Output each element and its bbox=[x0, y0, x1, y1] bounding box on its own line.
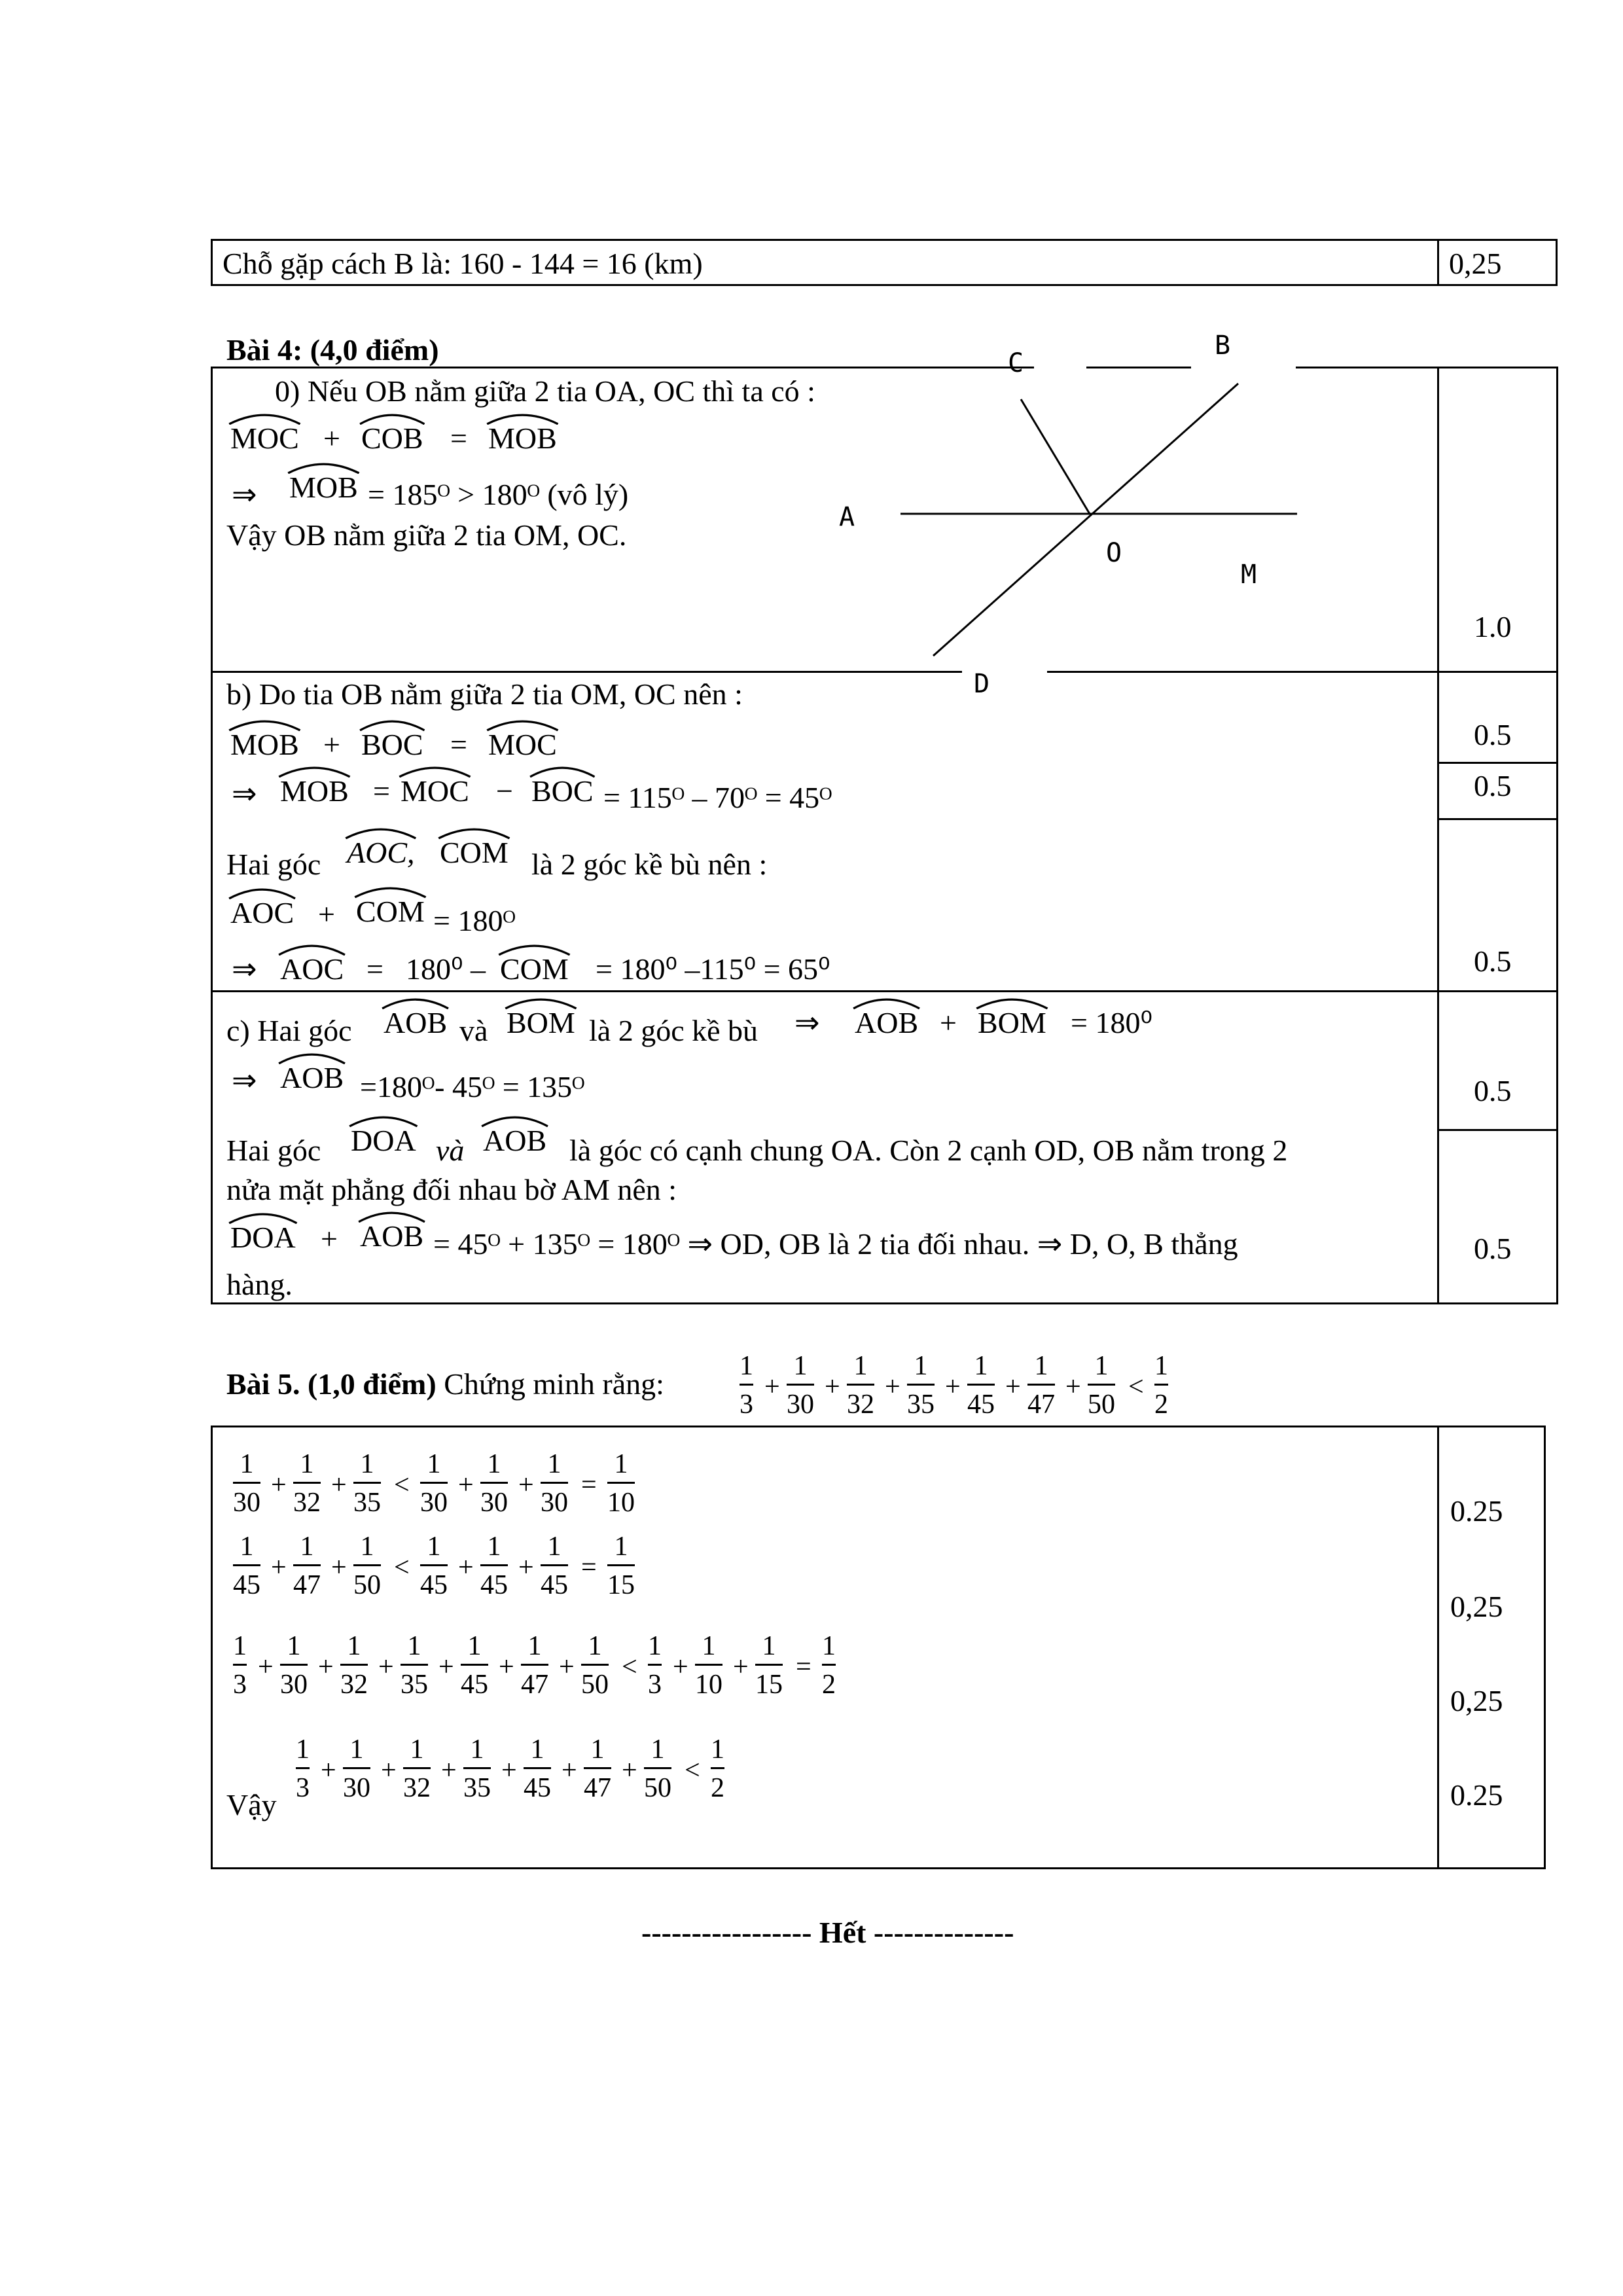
row3-frac-2-den: 32 bbox=[340, 1670, 368, 1700]
heading-frac-3-bar bbox=[907, 1384, 935, 1386]
bai5-score-3: 0,25 bbox=[1450, 1684, 1503, 1717]
c-r5-aob: AOB bbox=[360, 1221, 423, 1251]
row3-frac-6-bar bbox=[581, 1664, 609, 1666]
row4-frac-2-num: 1 bbox=[410, 1734, 424, 1765]
row3-frac-3-den: 35 bbox=[401, 1670, 428, 1700]
row4-frac-1-bar bbox=[343, 1767, 370, 1769]
heading-frac-2-num: 1 bbox=[853, 1351, 868, 1381]
row1-frac-5 bbox=[541, 1450, 568, 1516]
heading-frac-5-den: 47 bbox=[1027, 1390, 1055, 1420]
row1-frac-4-num: 1 bbox=[487, 1449, 501, 1479]
c-r6: hàng. bbox=[226, 1268, 293, 1301]
heading-frac-0-num: 1 bbox=[740, 1351, 753, 1381]
row3-frac-7-bar bbox=[648, 1664, 662, 1666]
row2-plus-5: + bbox=[518, 1552, 534, 1583]
c-r1-aob2: AOB bbox=[855, 1008, 918, 1038]
c-r1-pre: c) Hai góc bbox=[226, 1014, 352, 1047]
row2-frac-1 bbox=[293, 1533, 321, 1599]
segment-oc bbox=[1021, 399, 1090, 514]
row2-frac-5 bbox=[541, 1533, 568, 1599]
heading-frac-5-num: 1 bbox=[1034, 1351, 1048, 1381]
row3-frac-7-den: 3 bbox=[648, 1670, 662, 1700]
heading-frac-0-bar bbox=[740, 1384, 753, 1386]
b-score-3: 0.5 bbox=[1474, 944, 1512, 978]
a-conclusion: Vậy OB nằm giữa 2 tia OM, OC. bbox=[226, 518, 627, 552]
c-r3-post: là góc có cạnh chung OA. Còn 2 cạnh OD, OB nằm trong 2 bbox=[569, 1134, 1288, 1167]
row4-frac-0 bbox=[296, 1736, 310, 1802]
row3-frac-6-num: 1 bbox=[588, 1631, 602, 1661]
b-score-2: 0.5 bbox=[1474, 769, 1512, 802]
heading-frac-5-bar bbox=[1027, 1384, 1055, 1386]
b-r2-moc: MOC bbox=[401, 776, 469, 806]
row3-frac-0-num: 1 bbox=[233, 1631, 247, 1661]
c-r1-implies: ⇒ bbox=[794, 1006, 820, 1039]
b-r5-aoc: AOC bbox=[280, 954, 344, 984]
c-r3-pre: Hai góc bbox=[226, 1134, 321, 1167]
row4-frac-0-bar bbox=[296, 1767, 310, 1769]
row2-frac-0-num: 1 bbox=[240, 1532, 254, 1562]
heading-frac-4-num: 1 bbox=[974, 1351, 988, 1381]
row3-frac-9 bbox=[755, 1632, 783, 1698]
row4-frac-5-bar bbox=[584, 1767, 611, 1769]
row1-frac-2-num: 1 bbox=[360, 1449, 374, 1479]
row1-frac-4-den: 30 bbox=[480, 1488, 508, 1518]
b-r1-plus: + bbox=[323, 728, 340, 761]
row1-frac-3-num: 1 bbox=[427, 1449, 441, 1479]
bai4-score-sep-3 bbox=[1437, 1129, 1558, 1131]
row4-frac-6 bbox=[644, 1736, 671, 1802]
heading-frac-6-den: 50 bbox=[1088, 1390, 1115, 1420]
heading-frac-6-bar bbox=[1088, 1384, 1115, 1386]
row3-plus-1: + bbox=[258, 1652, 274, 1682]
row1-plus-4: + bbox=[458, 1470, 474, 1500]
heading-frac-7-bar bbox=[1154, 1384, 1168, 1386]
a-angle-moc: MOC bbox=[230, 423, 299, 454]
row4-frac-4 bbox=[524, 1736, 551, 1802]
heading-frac-4 bbox=[967, 1352, 995, 1418]
row2-frac-1-num: 1 bbox=[300, 1532, 314, 1562]
row1-frac-5-num: 1 bbox=[547, 1449, 562, 1479]
a-inequality: = 185ᴼ > 180ᴼ (vô lý) bbox=[368, 478, 629, 511]
c-r5-doa: DOA bbox=[230, 1223, 296, 1253]
top-row-divider bbox=[1437, 239, 1439, 286]
row3-frac-3-bar bbox=[401, 1664, 428, 1666]
c-r1-va: và bbox=[459, 1014, 488, 1047]
row1-frac-0-num: 1 bbox=[240, 1449, 254, 1479]
b-r5-eq1: = bbox=[366, 952, 383, 986]
heading-frac-3 bbox=[907, 1352, 935, 1418]
c-r1-post: là 2 góc kề bù bbox=[589, 1014, 758, 1047]
row3-frac-7-num: 1 bbox=[648, 1631, 662, 1661]
heading-frac-2 bbox=[847, 1352, 874, 1418]
row1-frac-4-bar bbox=[480, 1482, 508, 1484]
b-r3-pre: Hai góc bbox=[226, 848, 321, 881]
row3-frac-4-den: 45 bbox=[461, 1670, 488, 1700]
row3-op-1: = bbox=[796, 1652, 812, 1682]
row1-plus-5: + bbox=[518, 1470, 534, 1500]
row2-frac-3-num: 1 bbox=[427, 1532, 441, 1562]
heading-frac-7-den: 2 bbox=[1154, 1390, 1168, 1420]
bai4-left-border bbox=[211, 367, 213, 1304]
row4-frac-3-bar bbox=[463, 1767, 491, 1769]
c-score-2: 0.5 bbox=[1474, 1232, 1512, 1265]
c-r5-rest: = 45ᴼ + 135ᴼ = 180ᴼ ⇒ OD, OB là 2 tia đối nhau. ⇒ D, O, B thẳng bbox=[433, 1227, 1238, 1261]
heading-op-0: < bbox=[1128, 1372, 1144, 1402]
a-implies: ⇒ bbox=[232, 478, 257, 511]
label-a: A bbox=[839, 502, 855, 532]
row3-frac-10-bar bbox=[822, 1664, 836, 1666]
bai5-heading-bold: Bài 5. (1,0 điểm) bbox=[226, 1367, 437, 1401]
bai5-score-4: 0.25 bbox=[1450, 1778, 1503, 1812]
row4-frac-4-bar bbox=[524, 1767, 551, 1769]
row4-plus-6: + bbox=[622, 1755, 637, 1785]
row2-plus-2: + bbox=[331, 1552, 347, 1583]
row4-frac-2-den: 32 bbox=[403, 1773, 431, 1803]
footer-end: ----------------- Hết -------------- bbox=[641, 1916, 1014, 1949]
row4-frac-6-den: 50 bbox=[644, 1773, 671, 1803]
b-r2-mob: MOB bbox=[280, 776, 349, 806]
row3-frac-0-den: 3 bbox=[233, 1670, 247, 1700]
geometry-figure bbox=[825, 321, 1322, 713]
bai4-bottom-border bbox=[211, 1302, 1558, 1304]
b-r1-boc: BOC bbox=[361, 730, 423, 760]
c-r1-plus: + bbox=[940, 1006, 957, 1039]
row1-op-0: < bbox=[394, 1470, 410, 1500]
row1-frac-0-den: 30 bbox=[233, 1488, 260, 1518]
row1-frac-6-num: 1 bbox=[614, 1449, 628, 1479]
row2-frac-4-bar bbox=[480, 1564, 508, 1566]
heading-frac-1 bbox=[787, 1352, 814, 1418]
row3-frac-10-den: 2 bbox=[822, 1670, 836, 1700]
bai4-top-border-right bbox=[1296, 367, 1558, 368]
row1-frac-4 bbox=[480, 1450, 508, 1516]
bai4-score-divider bbox=[1437, 367, 1439, 1304]
row3-frac-6-den: 50 bbox=[581, 1670, 609, 1700]
row4-frac-7-bar bbox=[711, 1767, 724, 1769]
row2-frac-0 bbox=[233, 1533, 260, 1599]
row4-plus-4: + bbox=[501, 1755, 517, 1785]
bai4-right-border bbox=[1556, 367, 1558, 1304]
bai4-heading: Bài 4: (4,0 điểm) bbox=[226, 333, 439, 367]
row1-op-1: = bbox=[581, 1470, 597, 1500]
b-r2-implies: ⇒ bbox=[232, 777, 257, 810]
heading-frac-6-num: 1 bbox=[1094, 1351, 1109, 1381]
row2-frac-5-num: 1 bbox=[547, 1532, 562, 1562]
row2-frac-0-den: 45 bbox=[233, 1570, 260, 1600]
row4-frac-1-den: 30 bbox=[343, 1773, 370, 1803]
heading-frac-1-num: 1 bbox=[793, 1351, 808, 1381]
bai4-row-c-top bbox=[211, 990, 1558, 992]
b-r3-com: COM bbox=[440, 838, 508, 868]
c-r5-plus: + bbox=[321, 1222, 338, 1255]
label-m: M bbox=[1241, 560, 1257, 590]
row4-frac-5-num: 1 bbox=[590, 1734, 605, 1765]
row3-frac-9-den: 15 bbox=[755, 1670, 783, 1700]
b-r4-aoc: AOC bbox=[230, 898, 294, 928]
c-r3-va: và bbox=[436, 1134, 465, 1167]
row3-plus-3: + bbox=[378, 1652, 394, 1682]
row4-plus-3: + bbox=[441, 1755, 457, 1785]
c-r1-rest: = 180⁰ bbox=[1071, 1006, 1152, 1039]
bai5-heading-rest: Chứng minh rằng: bbox=[444, 1367, 664, 1401]
row4-frac-1-num: 1 bbox=[349, 1734, 364, 1765]
top-row-score: 0,25 bbox=[1449, 247, 1502, 280]
row3-frac-0 bbox=[233, 1632, 247, 1698]
row2-frac-2-bar bbox=[353, 1564, 381, 1566]
b-r1-eq: = bbox=[450, 728, 467, 761]
row4-frac-3-den: 35 bbox=[463, 1773, 491, 1803]
bai5-score-1: 0.25 bbox=[1450, 1494, 1503, 1528]
b-r2-boc: BOC bbox=[531, 776, 594, 806]
heading-plus-3: + bbox=[885, 1372, 901, 1402]
heading-frac-5 bbox=[1027, 1352, 1055, 1418]
row2-frac-3-bar bbox=[420, 1564, 448, 1566]
row4-frac-2 bbox=[403, 1736, 431, 1802]
row3-frac-9-bar bbox=[755, 1664, 783, 1666]
row1-frac-6-den: 10 bbox=[607, 1488, 635, 1518]
row3-frac-10-num: 1 bbox=[822, 1631, 836, 1661]
row2-frac-6-bar bbox=[607, 1564, 635, 1566]
row4-frac-0-den: 3 bbox=[296, 1773, 310, 1803]
label-c: C bbox=[1008, 348, 1024, 378]
row2-frac-2-den: 50 bbox=[353, 1570, 381, 1600]
b-r5-com: COM bbox=[500, 954, 569, 984]
row3-op-0: < bbox=[622, 1652, 637, 1682]
label-d: D bbox=[974, 669, 990, 699]
line-db bbox=[933, 384, 1238, 656]
heading-frac-4-den: 45 bbox=[967, 1390, 995, 1420]
row3-frac-1 bbox=[280, 1632, 308, 1698]
row2-frac-3 bbox=[420, 1533, 448, 1599]
c-score-1: 0.5 bbox=[1474, 1074, 1512, 1107]
c-r2-implies: ⇒ bbox=[232, 1064, 257, 1097]
row4-plus-2: + bbox=[381, 1755, 397, 1785]
b-r5-val1: 180⁰ – bbox=[406, 952, 486, 986]
heading-plus-6: + bbox=[1065, 1372, 1081, 1402]
heading-frac-2-bar bbox=[847, 1384, 874, 1386]
row4-frac-2-bar bbox=[403, 1767, 431, 1769]
label-b: B bbox=[1215, 331, 1231, 361]
row2-frac-6 bbox=[607, 1533, 635, 1599]
row3-plus-9: + bbox=[733, 1652, 749, 1682]
top-row-text: Chỗ gặp cách B là: 160 - 144 = 16 (km) bbox=[223, 247, 703, 280]
row4-frac-4-den: 45 bbox=[524, 1773, 551, 1803]
row1-frac-1-den: 32 bbox=[293, 1488, 321, 1518]
bai5-heading bbox=[226, 1369, 664, 1399]
b-r2-minus: − bbox=[496, 774, 513, 808]
heading-frac-6 bbox=[1088, 1352, 1115, 1418]
b-r4-rest: = 180ᴼ bbox=[433, 904, 516, 937]
row3-frac-5-num: 1 bbox=[527, 1631, 542, 1661]
row2-frac-1-den: 47 bbox=[293, 1570, 321, 1600]
label-o: O bbox=[1106, 538, 1122, 568]
b-r3-post: là 2 góc kề bù nên : bbox=[531, 848, 768, 881]
a-angle-mob: MOB bbox=[488, 423, 557, 454]
row3-frac-10 bbox=[822, 1632, 836, 1698]
row4-frac-6-bar bbox=[644, 1767, 671, 1769]
b-line1: b) Do tia OB nằm giữa 2 tia OM, OC nên : bbox=[226, 677, 743, 711]
heading-frac-1-den: 30 bbox=[787, 1390, 814, 1420]
row3-frac-4-bar bbox=[461, 1664, 488, 1666]
bai5-vay: Vậy bbox=[226, 1788, 277, 1821]
c-r2-rest: =180ᴼ- 45ᴼ = 135ᴼ bbox=[360, 1070, 585, 1103]
row2-frac-2-num: 1 bbox=[360, 1532, 374, 1562]
row2-frac-5-bar bbox=[541, 1564, 568, 1566]
row1-frac-1-num: 1 bbox=[300, 1449, 314, 1479]
row4-frac-7-num: 1 bbox=[711, 1734, 724, 1765]
row3-frac-2-num: 1 bbox=[347, 1631, 361, 1661]
row4-plus-1: + bbox=[321, 1755, 336, 1785]
row3-frac-9-num: 1 bbox=[762, 1631, 776, 1661]
row2-frac-4-num: 1 bbox=[487, 1532, 501, 1562]
c-r2-aob: AOB bbox=[280, 1063, 344, 1093]
row1-frac-1 bbox=[293, 1450, 321, 1516]
row4-frac-0-num: 1 bbox=[296, 1734, 310, 1765]
a-eq: = bbox=[450, 422, 467, 455]
row1-frac-2 bbox=[353, 1450, 381, 1516]
b-r4-plus: + bbox=[318, 897, 335, 931]
row2-op-1: = bbox=[581, 1552, 597, 1583]
row2-frac-2 bbox=[353, 1533, 381, 1599]
a-line1: 0) Nếu OB nằm giữa 2 tia OA, OC thì ta có : bbox=[275, 374, 815, 408]
heading-plus-4: + bbox=[945, 1372, 961, 1402]
c-r4: nửa mặt phẳng đối nhau bờ AM nên : bbox=[226, 1173, 677, 1206]
row2-frac-1-bar bbox=[293, 1564, 321, 1566]
heading-plus-5: + bbox=[1005, 1372, 1021, 1402]
row3-frac-8-den: 10 bbox=[695, 1670, 722, 1700]
row1-frac-3-den: 30 bbox=[420, 1488, 448, 1518]
row3-plus-8: + bbox=[673, 1652, 688, 1682]
row2-op-0: < bbox=[394, 1552, 410, 1583]
row1-plus-2: + bbox=[331, 1470, 347, 1500]
row3-frac-8-bar bbox=[695, 1664, 722, 1666]
row3-frac-1-den: 30 bbox=[280, 1670, 308, 1700]
b-score-1: 0.5 bbox=[1474, 718, 1512, 751]
row2-frac-6-num: 1 bbox=[614, 1532, 628, 1562]
a-score: 1.0 bbox=[1474, 610, 1512, 643]
row3-plus-4: + bbox=[438, 1652, 454, 1682]
row3-plus-6: + bbox=[559, 1652, 575, 1682]
heading-frac-3-den: 35 bbox=[907, 1390, 935, 1420]
a-plus: + bbox=[323, 422, 340, 455]
heading-plus-2: + bbox=[825, 1372, 840, 1402]
heading-frac-4-bar bbox=[967, 1384, 995, 1386]
row1-frac-3-bar bbox=[420, 1482, 448, 1484]
b-r1-mob: MOB bbox=[230, 730, 299, 760]
row3-frac-5-den: 47 bbox=[521, 1670, 548, 1700]
row2-frac-3-den: 45 bbox=[420, 1570, 448, 1600]
heading-frac-0-den: 3 bbox=[740, 1390, 753, 1420]
b-r4-com: COM bbox=[356, 897, 425, 927]
b-r5-rest: = 180⁰ –115⁰ = 65⁰ bbox=[596, 952, 830, 986]
row3-frac-7 bbox=[648, 1632, 662, 1698]
bai5-score-divider bbox=[1437, 1426, 1439, 1869]
heading-frac-7 bbox=[1154, 1352, 1168, 1418]
row1-frac-3 bbox=[420, 1450, 448, 1516]
row2-frac-0-bar bbox=[233, 1564, 260, 1566]
b-r2-eq: = bbox=[373, 774, 390, 808]
bai4-score-sep-1 bbox=[1437, 762, 1558, 764]
row1-frac-5-den: 30 bbox=[541, 1488, 568, 1518]
row1-frac-2-bar bbox=[353, 1482, 381, 1484]
row3-frac-3-num: 1 bbox=[407, 1631, 421, 1661]
row2-plus-1: + bbox=[271, 1552, 287, 1583]
row3-plus-2: + bbox=[318, 1652, 334, 1682]
b-r5-implies: ⇒ bbox=[232, 952, 257, 986]
row1-frac-0 bbox=[233, 1450, 260, 1516]
row2-frac-5-den: 45 bbox=[541, 1570, 568, 1600]
row3-frac-2-bar bbox=[340, 1664, 368, 1666]
row1-frac-1-bar bbox=[293, 1482, 321, 1484]
b-r1-moc: MOC bbox=[488, 730, 557, 760]
row4-frac-7-den: 2 bbox=[711, 1773, 724, 1803]
row4-frac-5 bbox=[584, 1736, 611, 1802]
row3-frac-5-bar bbox=[521, 1664, 548, 1666]
row2-plus-4: + bbox=[458, 1552, 474, 1583]
row3-frac-8-num: 1 bbox=[702, 1631, 716, 1661]
heading-frac-1-bar bbox=[787, 1384, 814, 1386]
row3-frac-1-num: 1 bbox=[287, 1631, 301, 1661]
bai4-score-sep-2 bbox=[1437, 818, 1558, 820]
b-r2-rest: = 115ᴼ – 70ᴼ = 45ᴼ bbox=[603, 781, 832, 814]
row4-frac-1 bbox=[343, 1736, 370, 1802]
row1-frac-2-den: 35 bbox=[353, 1488, 381, 1518]
row2-frac-4 bbox=[480, 1533, 508, 1599]
row3-frac-1-bar bbox=[280, 1664, 308, 1666]
row3-frac-4 bbox=[461, 1632, 488, 1698]
row4-frac-4-num: 1 bbox=[530, 1734, 544, 1765]
row2-frac-4-den: 45 bbox=[480, 1570, 508, 1600]
heading-frac-0 bbox=[740, 1352, 753, 1418]
c-r1-aob: AOB bbox=[383, 1008, 447, 1038]
row3-plus-5: + bbox=[499, 1652, 514, 1682]
b-r3-aoc: AOC, bbox=[347, 838, 415, 868]
a-angle-cob: COB bbox=[361, 423, 423, 454]
heading-frac-3-num: 1 bbox=[914, 1351, 928, 1381]
row3-frac-5 bbox=[521, 1632, 548, 1698]
c-r3-doa: DOA bbox=[351, 1126, 416, 1156]
row4-op-0: < bbox=[685, 1755, 700, 1785]
a-angle-mob-2: MOB bbox=[289, 473, 358, 503]
row4-frac-6-num: 1 bbox=[651, 1734, 665, 1765]
row4-frac-3-num: 1 bbox=[470, 1734, 484, 1765]
row4-frac-7 bbox=[711, 1736, 724, 1802]
row4-plus-5: + bbox=[562, 1755, 577, 1785]
heading-frac-2-den: 32 bbox=[847, 1390, 874, 1420]
row1-frac-6-bar bbox=[607, 1482, 635, 1484]
c-r3-aob: AOB bbox=[483, 1126, 546, 1156]
bai5-score-2: 0,25 bbox=[1450, 1590, 1503, 1623]
row1-frac-6 bbox=[607, 1450, 635, 1516]
heading-frac-7-num: 1 bbox=[1154, 1351, 1168, 1381]
c-r1-bom2: BOM bbox=[978, 1008, 1046, 1038]
row3-frac-6 bbox=[581, 1632, 609, 1698]
row1-frac-5-bar bbox=[541, 1482, 568, 1484]
row1-frac-0-bar bbox=[233, 1482, 260, 1484]
row4-frac-3 bbox=[463, 1736, 491, 1802]
row3-frac-8 bbox=[695, 1632, 722, 1698]
row3-frac-3 bbox=[401, 1632, 428, 1698]
row2-frac-6-den: 15 bbox=[607, 1570, 635, 1600]
heading-plus-1: + bbox=[764, 1372, 780, 1402]
row1-plus-1: + bbox=[271, 1470, 287, 1500]
c-r1-bom: BOM bbox=[507, 1008, 575, 1038]
row3-frac-0-bar bbox=[233, 1664, 247, 1666]
row4-frac-5-den: 47 bbox=[584, 1773, 611, 1803]
row3-frac-2 bbox=[340, 1632, 368, 1698]
row3-frac-4-num: 1 bbox=[467, 1631, 482, 1661]
